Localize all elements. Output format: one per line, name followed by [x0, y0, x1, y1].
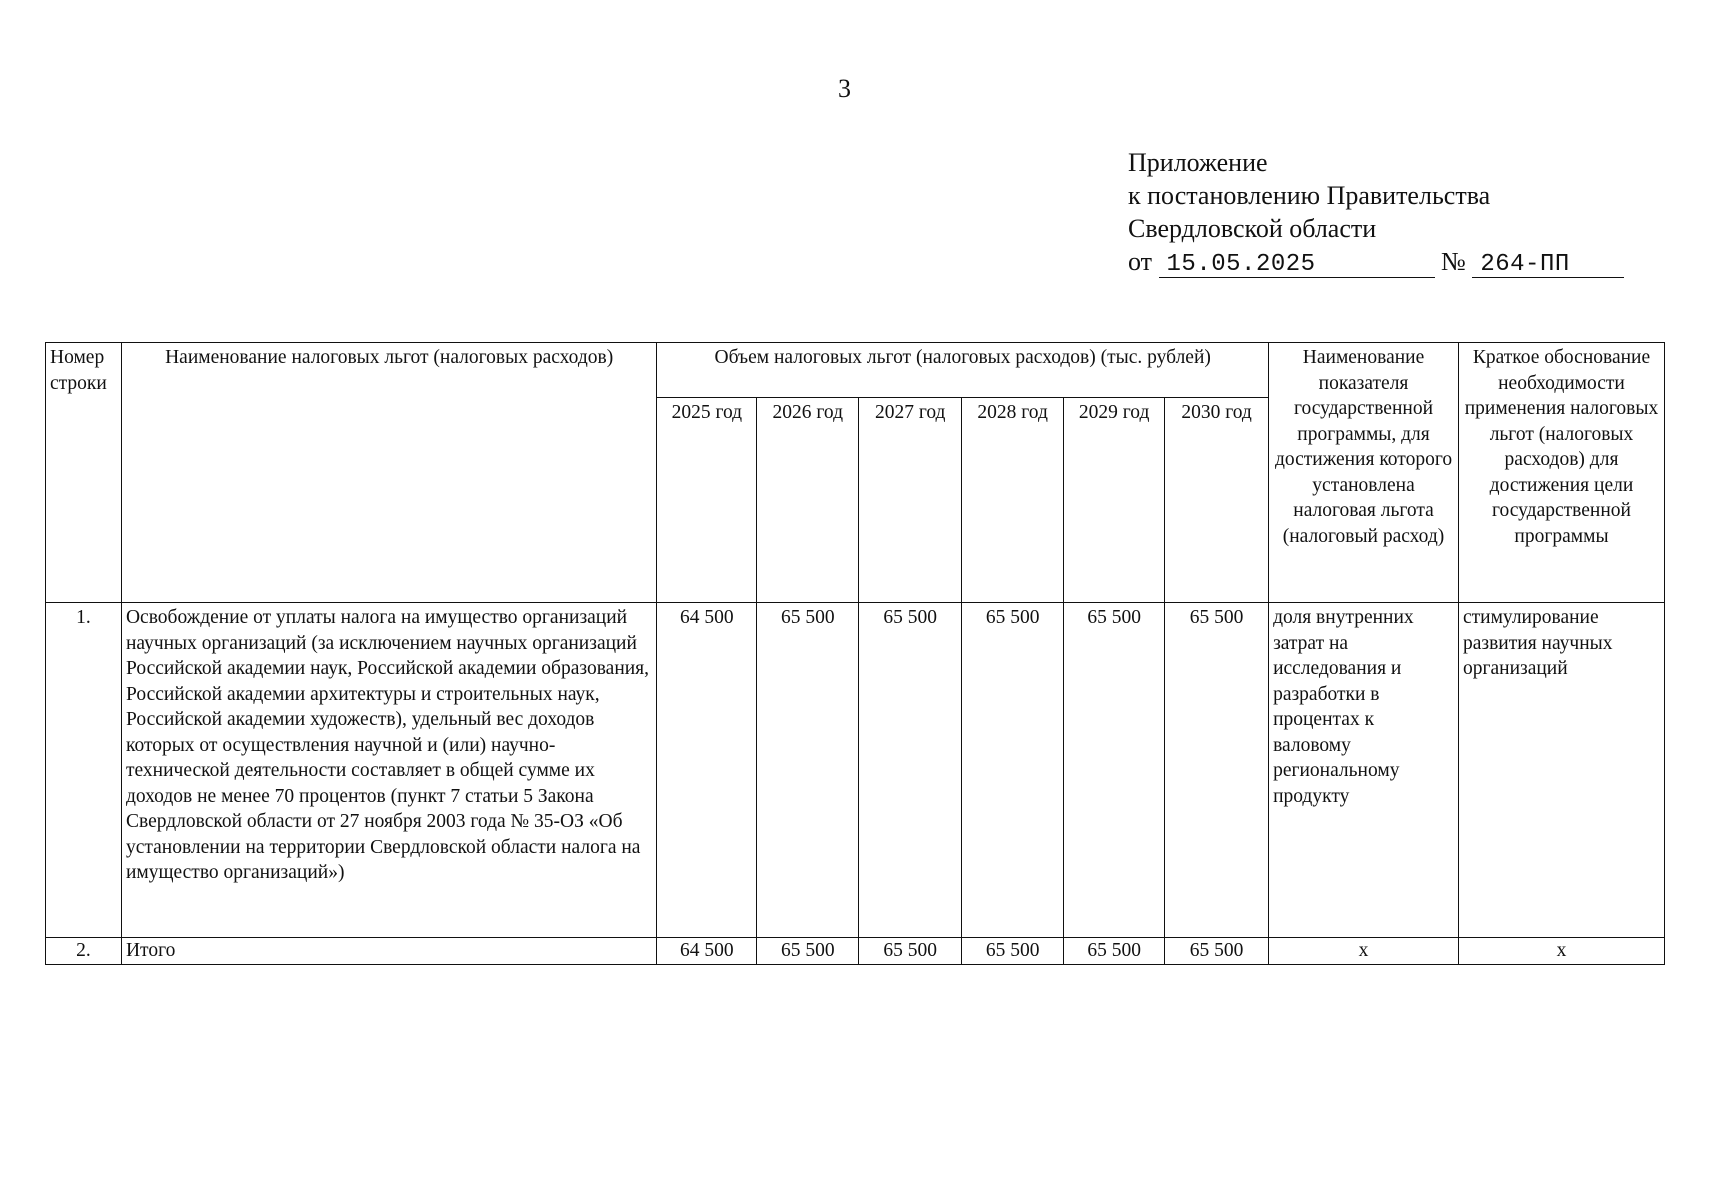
appendix-date-line [1128, 245, 1624, 278]
header-volume: Объем налоговых льгот (налоговых расходов) (тыс. рублей) [657, 343, 1269, 398]
total-value: 65 500 [1165, 938, 1269, 965]
header-year: 2025 год [657, 398, 757, 603]
volume-value: 65 500 [1165, 603, 1269, 938]
volume-value: 65 500 [859, 603, 962, 938]
appendix-region: Свердловской области [1128, 214, 1377, 243]
resolution-number: 264-ПП [1472, 253, 1624, 278]
page-number: 3 [838, 74, 851, 103]
total-value: 65 500 [962, 938, 1064, 965]
tax-benefits-table [45, 342, 1665, 965]
total-indicator: x [1269, 938, 1459, 965]
header-justification: Краткое обоснование необходимости применения налоговых льгот (налоговых расходов) для достижения цели государственной программы [1458, 343, 1664, 603]
header-year: 2030 год [1165, 398, 1269, 603]
volume-value: 65 500 [1064, 603, 1165, 938]
appendix-subtitle: к постановлению Правительства [1128, 181, 1491, 210]
total-value: 65 500 [757, 938, 859, 965]
indicator-text: доля внутренних затрат на исследования и разработки в процентах к валовому региональному продукту [1269, 603, 1459, 938]
header-year: 2028 год [962, 398, 1064, 603]
total-justification: x [1458, 938, 1664, 965]
row-number: 1. [46, 603, 122, 938]
table-row-total [46, 938, 1665, 965]
total-value: 65 500 [1064, 938, 1165, 965]
appendix-title: Приложение [1128, 148, 1268, 177]
total-value: 65 500 [859, 938, 962, 965]
total-label: Итого [121, 938, 656, 965]
total-value: 64 500 [657, 938, 757, 965]
header-indicator: Наименование показателя государственной программы, для достижения которого установлена налоговая льгота (налоговый расход) [1269, 343, 1459, 603]
number-prefix: № [1441, 247, 1466, 276]
date-prefix: от [1128, 247, 1153, 276]
header-benefit-name: Наименование налоговых льгот (налоговых расходов) [121, 343, 656, 603]
table-row [46, 603, 1665, 938]
appendix-header [1128, 146, 1624, 278]
resolution-date: 15.05.2025 [1159, 253, 1435, 278]
justification-text: стимулирование развития научных организаций [1458, 603, 1664, 938]
volume-value: 65 500 [962, 603, 1064, 938]
header-year: 2026 год [757, 398, 859, 603]
header-year: 2029 год [1064, 398, 1165, 603]
row-number: 2. [46, 938, 122, 965]
volume-value: 64 500 [657, 603, 757, 938]
benefit-name: Освобождение от уплаты налога на имущество организаций научных организаций (за исключением научных организаций Российской академии наук, Российской академии образования, Российской академии архитектуры и строительных наук, Российской академии художеств), удельный вес доходов которых от осуществления научной и (или) научно-технической деятельности составляет в общей сумме их доходов не менее 70 процентов (пункт 7 статьи 5 Закона Свердловской области от 27 ноября 2003 года № 35-ОЗ «Об установлении на территории Свердловской области налога на имущество организаций») [121, 603, 656, 938]
volume-value: 65 500 [757, 603, 859, 938]
header-row-number: Номер строки [46, 343, 122, 603]
header-year: 2027 год [859, 398, 962, 603]
